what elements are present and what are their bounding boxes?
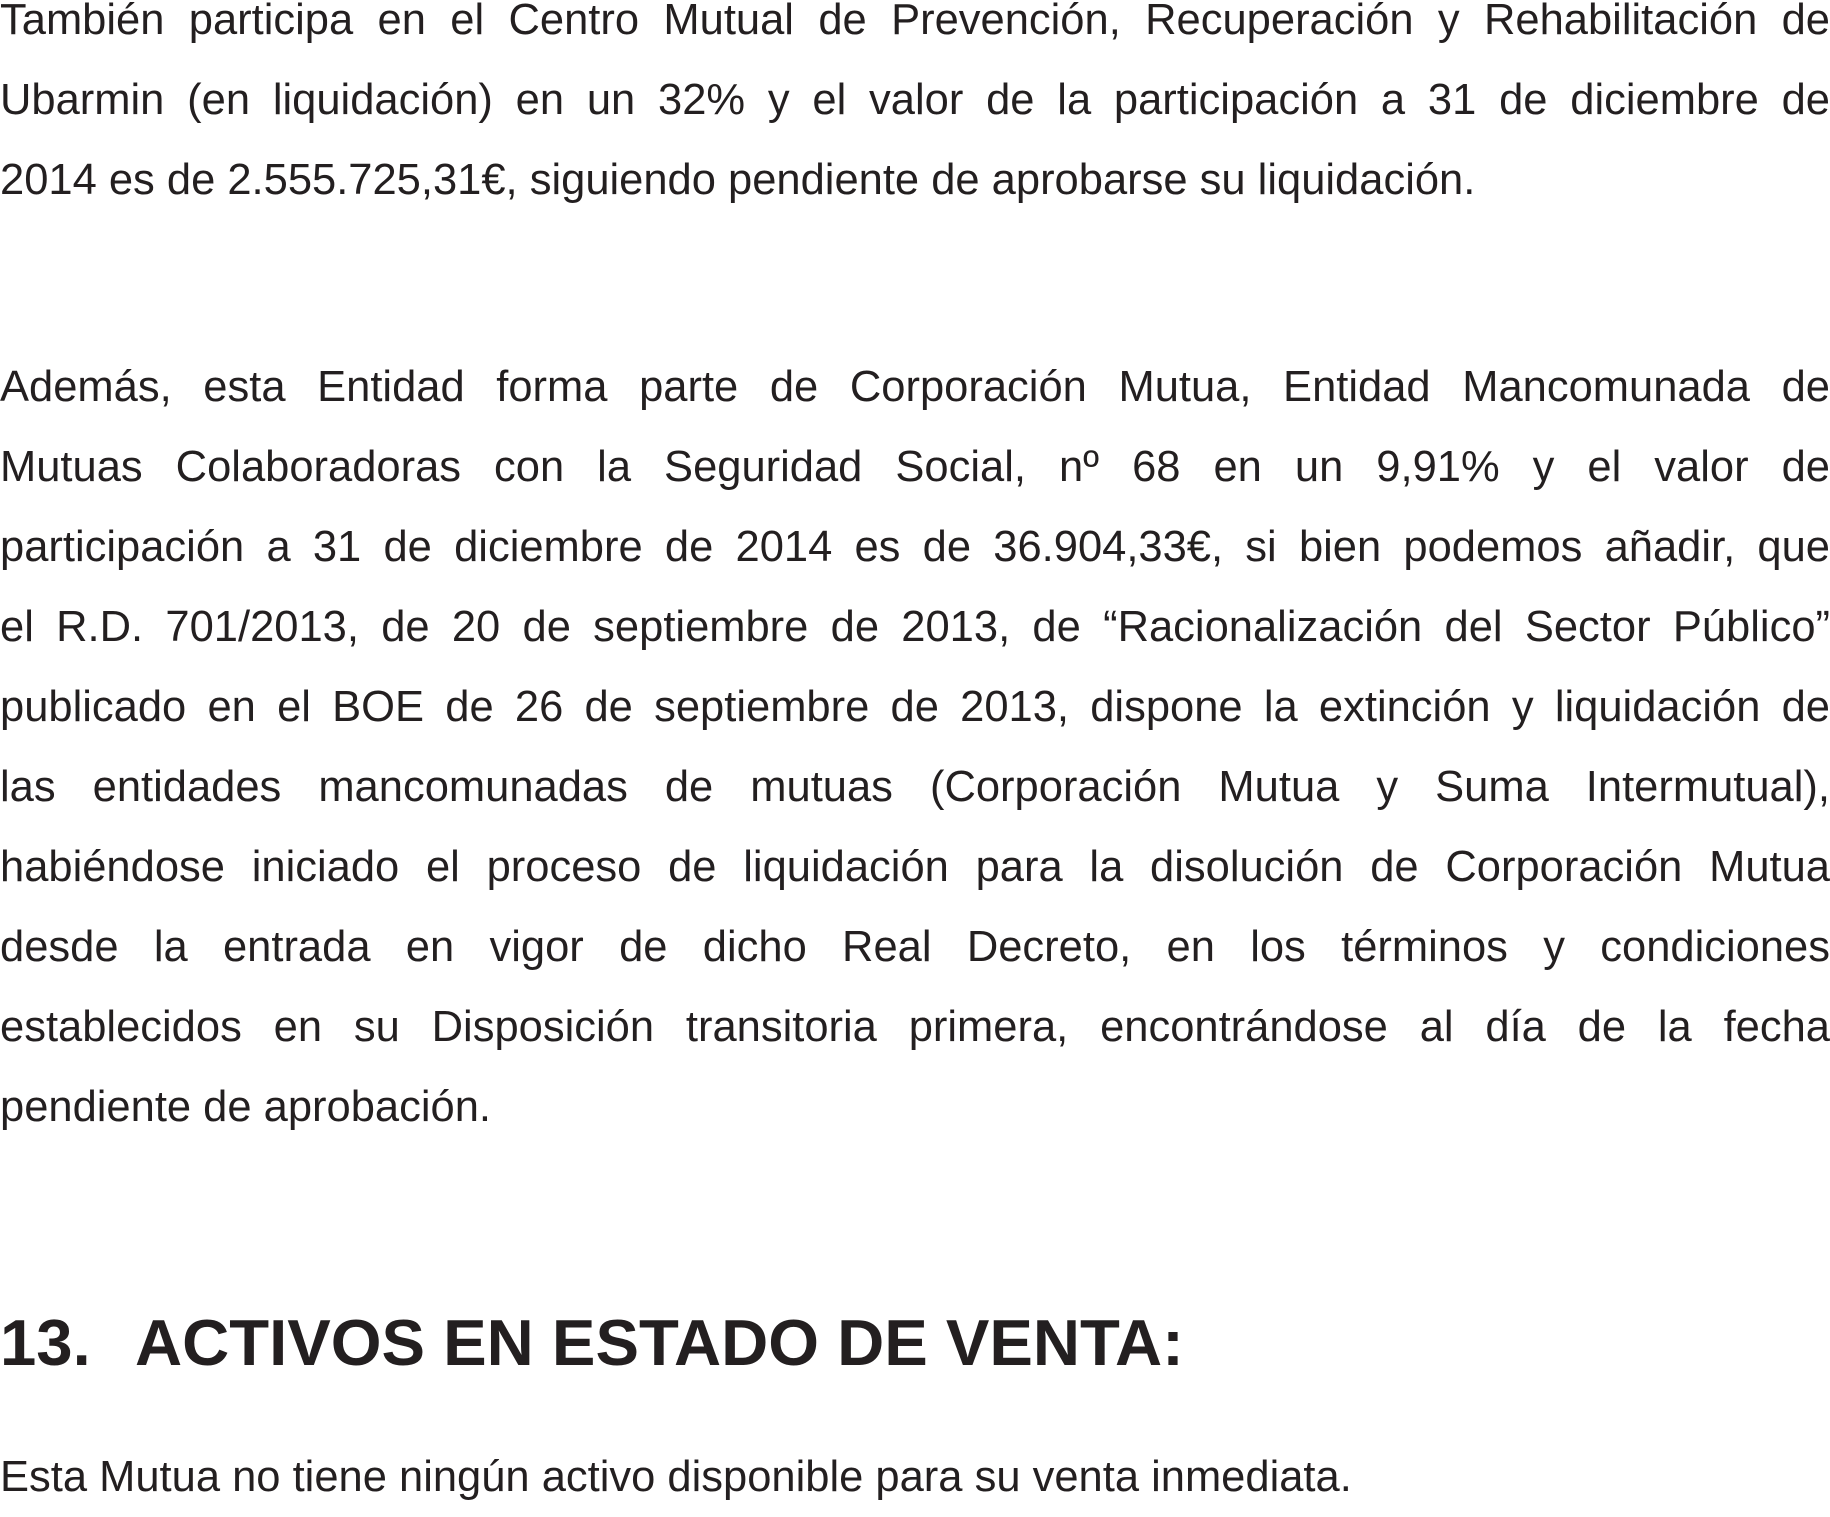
closing-paragraph: Esta Mutua no tiene ningún activo disponible para su venta inmediata. [0,1453,1352,1501]
text-line: el R.D. 701/2013, de 20 de septiembre de 2013, de “Racionalización del Sector Público” [0,603,1830,651]
text-line: participación a 31 de diciembre de 2014 es de 36.904,33€, si bien podemos añadir, que [0,523,1830,571]
text-line: Además, esta Entidad forma parte de Corporación Mutua, Entidad Mancomunada de [0,363,1830,411]
paragraph-ubarmin-participation [0,0,1830,220]
section-number: 13. [0,1306,91,1379]
section-title: ACTIVOS EN ESTADO DE VENTA: [135,1306,1184,1379]
text-line: establecidos en su Disposición transitoria primera, encontrándose al día de la fecha [0,1003,1830,1051]
text-line: 2014 es de 2.555.725,31€, siguiendo pendiente de aprobarse su liquidación. [0,156,1476,204]
text-line: las entidades mancomunadas de mutuas (Corporación Mutua y Suma Intermutual), [0,763,1830,811]
text-line: habiéndose iniciado el proceso de liquidación para la disolución de Corporación Mutua [0,843,1830,891]
text-line: También participa en el Centro Mutual de Prevención, Recuperación y Rehabilitación de [0,0,1830,44]
text-line: pendiente de aprobación. [0,1083,491,1131]
paragraph-corporacion-mutua [0,347,1830,1147]
text-line: Mutuas Colaboradoras con la Seguridad Social, nº 68 en un 9,91% y el valor de [0,443,1830,491]
section-heading [0,1303,1184,1383]
text-line: Ubarmin (en liquidación) en un 32% y el valor de la participación a 31 de diciembre de [0,76,1830,124]
text-line: publicado en el BOE de 26 de septiembre de 2013, dispone la extinción y liquidación de [0,683,1830,731]
text-line: desde la entrada en vigor de dicho Real Decreto, en los términos y condiciones [0,923,1830,971]
